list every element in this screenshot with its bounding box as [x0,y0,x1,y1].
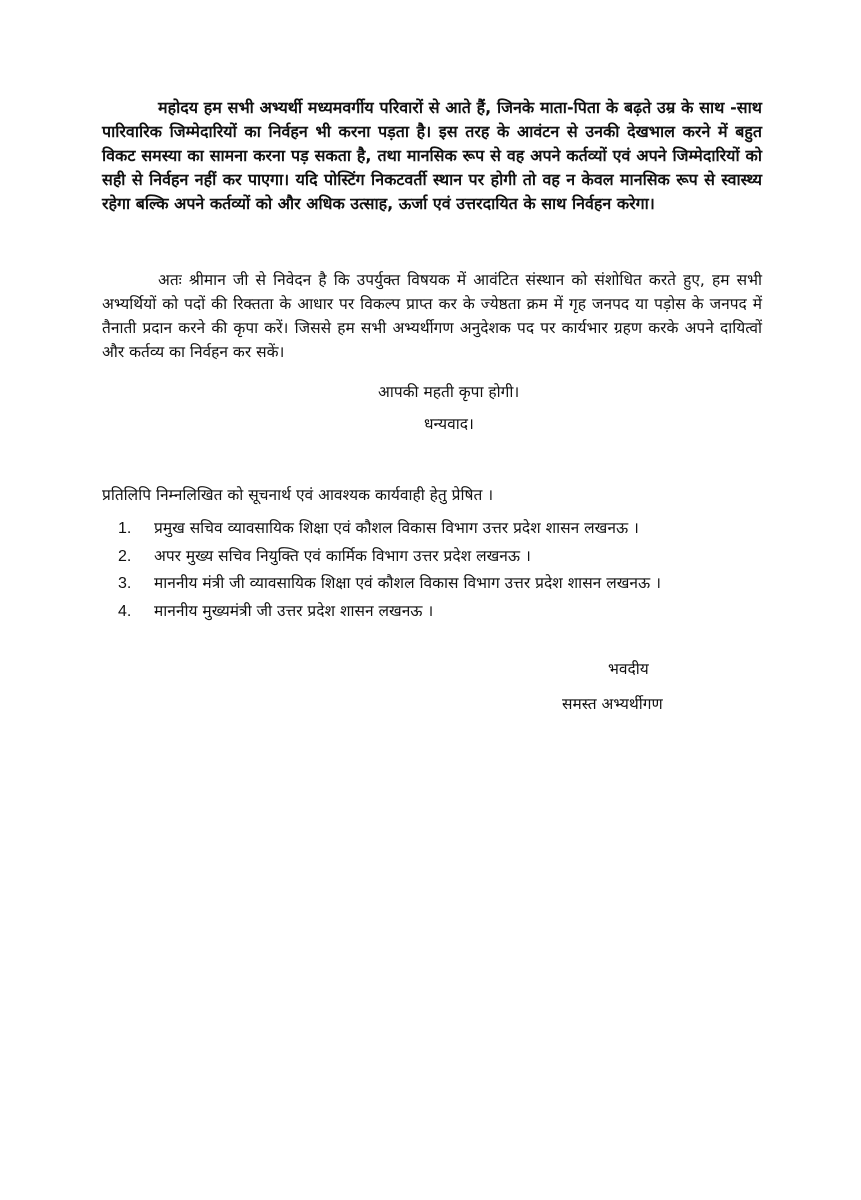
list-item-number: 3. [118,575,132,592]
list-item-text: प्रमुख सचिव व्यावसायिक शिक्षा एवं कौशल विकास विभाग उत्तर प्रदेश शासन लखनऊ । [154,519,639,537]
letter-paragraph-1: महोदय हम सभी अभ्यर्थी मध्यमवर्गीय परिवारों से आते हैं, जिनके माता-पिता के बढ़ते उम्र के साथ -साथ पारिवारिक जिम्मेदारियों का निर्वहन भी करना पड़ता है। इस तरह के आवंटन से उनकी देखभाल करने में बहुत विकट समस्या का सामना करना पड़ सकता है, तथा मानसिक रूप से वह अपने कर्तव्यों एवं अपने जिम्मेदारियों को सही से निर्वहन नहीं कर पाएगा। यदि पोस्टिंग निकटवर्ती स्थान पर होगी तो वह न केवल मानसिक रूप से स्वास्थ्य रहेगा बल्कि अपने कर्तव्यों को और अधिक उत्साह, ऊर्जा एवं उत्तरदायित के साथ निर्वहन करेगा। [102,98,762,213]
list-item-number: 4. [118,602,132,620]
list-item-number: 1. [118,520,132,537]
signature-name: समस्त अभ्यर्थीगण [562,695,663,713]
copy-to-list [118,515,778,625]
signature-salutation: भवदीय [608,660,649,678]
closing-thanks: धन्यवाद। [424,415,474,433]
list-item [118,515,778,543]
list-item [118,570,778,598]
list-item-text: माननीय मुख्यमंत्री जी उत्तर प्रदेश शासन लखनऊ । [154,601,434,620]
list-item [118,598,778,626]
list-item-text: माननीय मंत्री जी व्यावसायिक शिक्षा एवं कौशल विकास विभाग उत्तर प्रदेश शासन लखनऊ । [154,574,661,592]
list-item-text: अपर मुख्य सचिव नियुक्ति एवं कार्मिक विभाग उत्तर प्रदेश लखनऊ । [154,546,531,565]
list-item [118,543,778,571]
copy-to-heading: प्रतिलिपि निम्नलिखित को सूचनार्थ एवं आवश्यक कार्यवाही हेतु प्रेषित । [102,486,494,504]
letter-paragraph-2: अतः श्रीमान जी से निवेदन है कि उपर्युक्त विषयक में आवंटित संस्थान को संशोधित करते हुए, हम सभी अभ्यर्थियों को पदों की रिक्तता के आधार पर विकल्प प्राप्त कर के ज्येष्ठता क्रम में गृह जनपद या पड़ोस के जनपद में तैनाती प्रदान करने की कृपा करें। जिससे हम सभी अभ्यर्थीगण अनुदेशक पद पर कार्यभार ग्रहण करके अपने दायित्वों और कर्तव्य का निर्वहन कर सकें। [102,271,762,361]
closing-request: आपकी महती कृपा होगी। [378,383,520,401]
list-item-number: 2. [118,547,132,565]
